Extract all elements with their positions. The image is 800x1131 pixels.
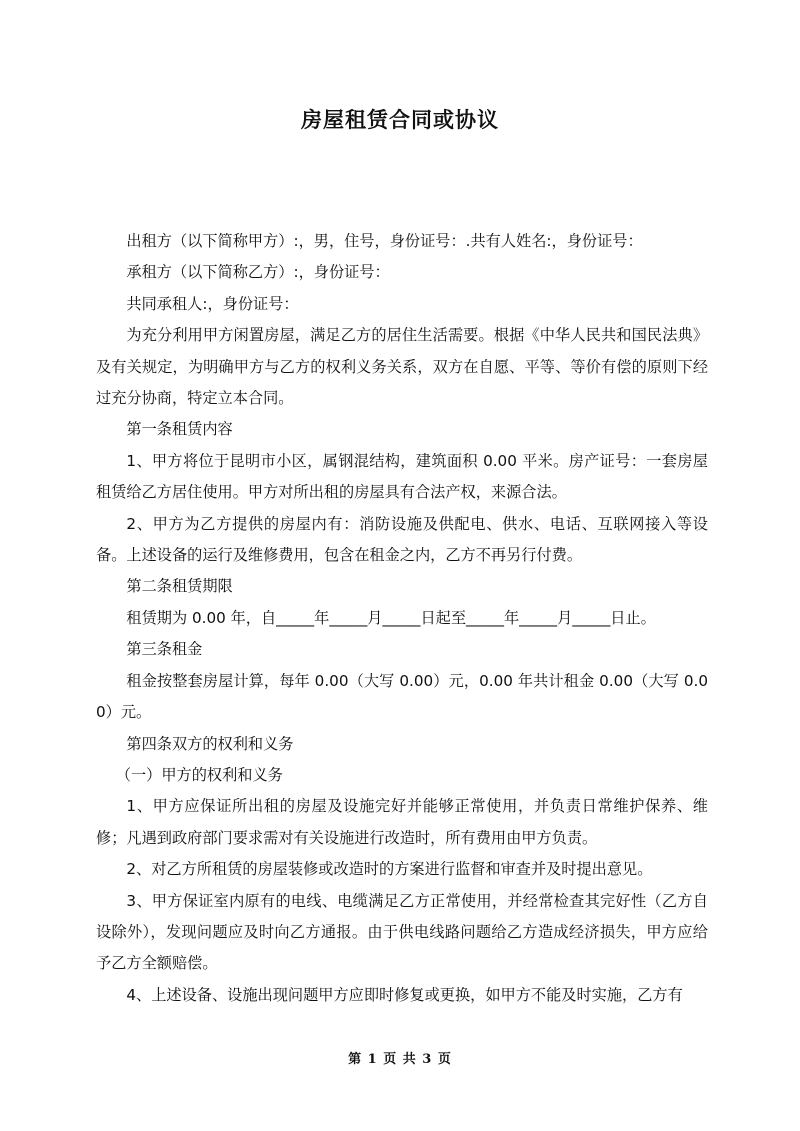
lessor-clause-3: 3、甲方保证室内原有的电线、电缆满足乙方正常使用，并经常检查其完好性（乙方自设除外），发现问题应及时向乙方通报。由于供电线路问题给乙方造成经济损失，甲方应给予乙方全额赔偿。 — [96, 891, 708, 973]
page-number-footer: 第 1 页 共 3 页 — [348, 1052, 452, 1067]
document-body — [96, 226, 708, 1011]
preamble-paragraph: 为充分利用甲方闲置房屋，满足乙方的居住生活需要。根据《中华人民共和国民法典》及有关规定，为明确甲方与乙方的权利义务关系，双方在自愿、平等、等价有偿的原则下经过充分协商，特定立本合同。 — [96, 326, 708, 408]
article-4-heading: 第四条双方的权利和义务 — [126, 734, 294, 753]
article-1-clause-1: 1、甲方将位于昆明市小区，属钢混结构，建筑面积 0.00 平米。房产证号：一套房屋租赁给乙方居住使用。甲方对所出租的房屋具有合法产权，来源合法。 — [96, 451, 708, 502]
document-title: 房屋租赁合同或协议 — [301, 108, 499, 132]
article-1-heading: 第一条租赁内容 — [126, 420, 233, 439]
co-lessee-info: 共同承租人:，身份证号： — [126, 294, 299, 313]
rent-paragraph: 租金按整套房屋计算，每年 0.00（大写 0.00）元，0.00 年共计租金 0.00（大写 0.00）元。 — [96, 671, 708, 722]
lessor-rights-heading: （一）甲方的权利和义务 — [115, 765, 283, 784]
lessor-clause-4: 4、上述设备、设施出现问题甲方应即时修复或更换，如甲方不能及时实施，乙方有 — [126, 985, 683, 1004]
article-1-clause-2: 2、甲方为乙方提供的房屋内有：消防设施及供配电、供水、电话、互联网接入等设备。上述设备的运行及维修费用，包含在租金之内，乙方不再另行付费。 — [96, 514, 708, 565]
lessor-clause-2: 2、对乙方所租赁的房屋装修或改造时的方案进行监督和审查并及时提出意见。 — [126, 860, 653, 879]
lessor-info: 出租方（以下简称甲方）:，男，住号，身份证号：.共有人姓名:，身份证号： — [126, 232, 643, 250]
article-2-heading: 第二条租赁期限 — [126, 577, 233, 596]
lessee-info: 承租方（以下简称乙方）:，身份证号： — [126, 263, 390, 282]
lessor-clause-1: 1、甲方应保证所出租的房屋及设施完好并能够正常使用，并负责日常维护保养、维修；凡遇到政府部门要求需对有关设施进行改造时，所有费用由甲方负责。 — [96, 797, 708, 847]
lease-term-paragraph: 租赁期为 0.00 年，自_____年_____月_____日起至_____年_____月_____日止。 — [126, 608, 656, 627]
article-3-heading: 第三条租金 — [126, 640, 203, 659]
